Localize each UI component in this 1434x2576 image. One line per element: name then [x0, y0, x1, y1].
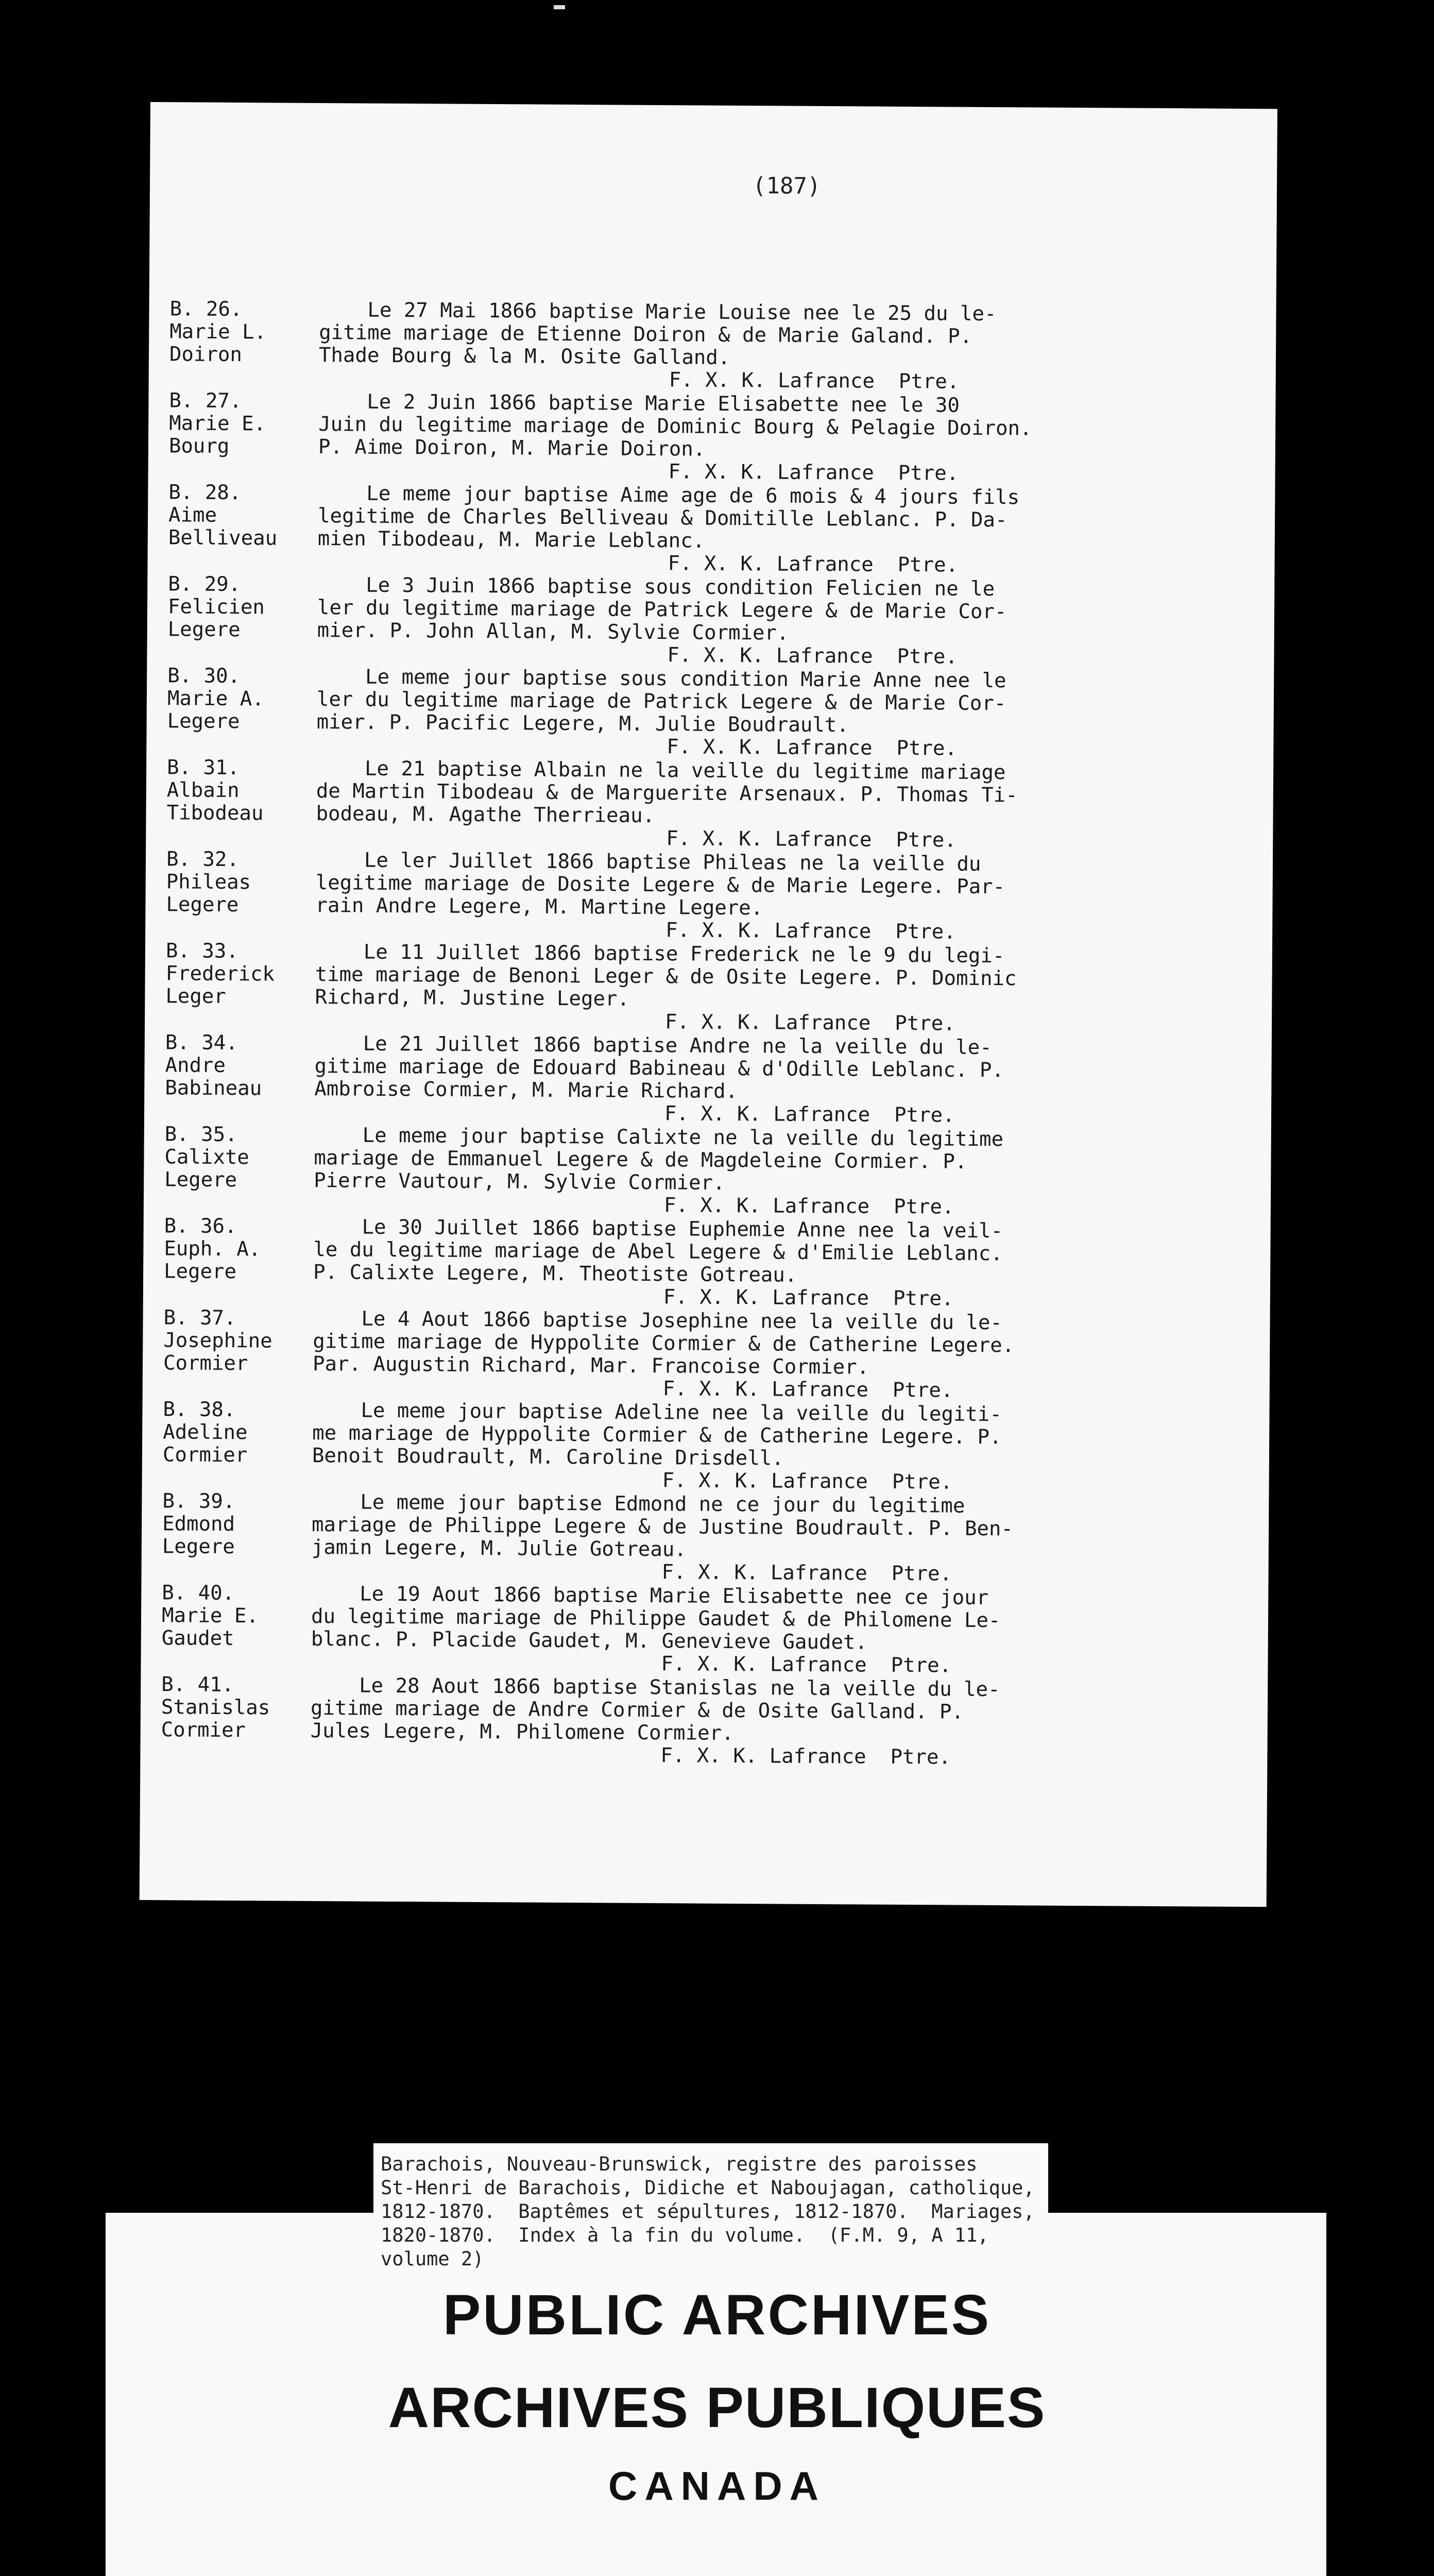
stamp-line-1: PUBLIC ARCHIVES: [442, 2283, 992, 2347]
entry-text: Le 30 Juillet 1866 baptise Euphemie Anne nee la veil- le du legitime mariage de Abel Legere & d'Emilie Leblanc. P. Calixte Legere, M. Theotiste Gotreau.: [313, 1215, 1003, 1287]
entry-text: Le 21 Juillet 1866 baptise Andre ne la veille du le- gitime mariage de Edouard Babineau & d'Odille Leblanc. P. Ambroise Cormier, M. Marie Richard.: [314, 1031, 1004, 1103]
entry-margin-note: B. 28. Aime Belliveau: [168, 481, 278, 550]
top-mark: [554, 5, 565, 9]
entry-margin-note: B. 32. Phileas Legere: [166, 848, 251, 917]
entry-text: Le 11 Juillet 1866 baptise Frederick ne le 9 du legi- time mariage de Benoni Leger & de Osite Legere. P. Dominic Richard, M. Justine Leger.: [315, 940, 1017, 1011]
entry-text: Le 3 Juin 1866 baptise sous condition Felicien ne le ler du legitime mariage de Patrick Legere & de Marie Cor- mier. P. John Allan, M. Sylvie Cormier.: [317, 573, 1007, 645]
entry-margin-note: B. 26. Marie L. Doiron: [169, 297, 267, 367]
entry-text: Le meme jour baptise Calixte ne la veille du legitime mariage de Emmanuel Legere & de Magdeleine Cormier. P. Pierre Vautour, M. Sylvie Cormier.: [314, 1123, 1004, 1195]
entry-signature: F. X. K. Lafrance Ptre.: [663, 1194, 954, 1219]
entry-signature: F. X. K. Lafrance Ptre.: [664, 1010, 955, 1036]
entry-margin-note: B. 27. Marie E. Bourg: [168, 389, 266, 458]
entry-text: Le meme jour baptise Adeline nee la veille du legiti- me mariage de Hyppolite Cormier & de Catherine Legere. P. Benoit Boudrault, M. Caroline Drisdell.: [312, 1398, 1002, 1470]
entry-signature: F. X. K. Lafrance Ptre.: [667, 643, 958, 669]
entry-signature: F. X. K. Lafrance Ptre.: [662, 1469, 953, 1494]
entry-text: Le meme jour baptise Aime age de 6 mois & 4 jours fils legitime de Charles Belliveau & Domitille Leblanc. P. Da- mien Tibodeau, M. Marie Leblanc.: [317, 482, 1020, 553]
entry-text: Le 4 Aout 1866 baptise Josephine nee la veille du le- gitime mariage de Hyppolite Cormier & de Catherine Legere. Par. Augustin Richard, Mar. Francoise Cormier.: [312, 1307, 1015, 1379]
entry-margin-note: B. 37. Josephine Cormier: [163, 1306, 272, 1376]
entry-text: Le meme jour baptise sous condition Marie Anne nee le ler du legitime mariage de Patrick Legere & de Marie Cor- mier. P. Pacific Legere, M. Julie Boudrault.: [316, 665, 1006, 737]
entry-text: Le 2 Juin 1866 baptise Marie Elisabette nee le 30 Juin du legitime mariage de Dominic Bourg & Pelagie Doiron. P. Aime Doiron, M. Marie Doiron.: [318, 390, 1032, 461]
entry-signature: F. X. K. Lafrance Ptre.: [669, 368, 960, 394]
entry-signature: F. X. K. Lafrance Ptre.: [668, 552, 959, 577]
entry-text: Le 19 Aout 1866 baptise Marie Elisabette nee ce jour du legitime mariage de Philippe Gaudet & de Philomene Le- blanc. P. Placide Gaudet, M. Genevieve Gaudet.: [311, 1582, 1001, 1654]
entry-margin-note: B. 29. Felicien Legere: [167, 572, 265, 642]
entry-signature: F. X. K. Lafrance Ptre.: [668, 460, 959, 485]
entry-signature: F. X. K. Lafrance Ptre.: [660, 1744, 951, 1769]
stamp-line-2: ARCHIVES PUBLIQUES: [388, 2376, 1046, 2439]
entry-text: Le 21 baptise Albain ne la veille du legitime mariage de Martin Tibodeau & de Marguerite Arsenaux. P. Thomas Ti- bodeau, M. Agathe Therrieau.: [316, 756, 1018, 828]
page-number: (187): [752, 173, 821, 199]
entry-margin-note: B. 41. Stanislas Cormier: [161, 1673, 270, 1742]
entry-signature: F. X. K. Lafrance Ptre.: [666, 827, 957, 852]
entry-margin-note: B. 34. Andre Babineau: [165, 1031, 262, 1100]
entry-text: Le meme jour baptise Edmond ne ce jour du legitime mariage de Philippe Legere & de Justine Boudrault. P. Ben- jamin Legere, M. Julie Gotreau.: [311, 1490, 1014, 1562]
entry-signature: F. X. K. Lafrance Ptre.: [667, 735, 958, 760]
entry-margin-note: B. 40. Marie E. Gaudet: [161, 1581, 259, 1651]
entry-signature: F. X. K. Lafrance Ptre.: [661, 1652, 952, 1677]
baptism-entry: [149, 297, 1276, 394]
entry-margin-note: B. 35. Calixte Legere: [164, 1123, 250, 1192]
entry-text: Le 27 Mai 1866 baptise Marie Louise nee le 25 du le- gitime mariage de Etienne Doiron & de Marie Galand. P. Thade Bourg & la M. Osite Galland.: [318, 298, 997, 369]
register-page: [140, 102, 1277, 1907]
entry-text: Le ler Juillet 1866 baptise Phileas ne la veille du legitime mariage de Dosite Legere & de Marie Legere. Par- rain Andre Legere, M. Martine Legere.: [315, 848, 1005, 920]
baptism-entries: [149, 297, 1276, 1769]
entry-signature: F. X. K. Lafrance Ptre.: [662, 1377, 953, 1402]
stamp-line-3: CANADA: [608, 2463, 826, 2509]
entry-margin-note: B. 39. Edmond Legere: [162, 1489, 235, 1559]
entry-signature: F. X. K. Lafrance Ptre.: [661, 1561, 952, 1586]
entry-margin-note: B. 30. Marie A. Legere: [167, 664, 264, 734]
entry-margin-note: B. 33. Frederick Leger: [165, 939, 275, 1008]
entry-signature: F. X. K. Lafrance Ptre.: [664, 1102, 955, 1127]
entry-text: Le 28 Aout 1866 baptise Stanislas ne la veille du le- gitime mariage de Andre Cormier & de Osite Galland. P. Jules Legere, M. Philomene Cormier.: [310, 1673, 1000, 1745]
entry-margin-note: B. 36. Euph. A. Legere: [163, 1214, 261, 1284]
entry-signature: F. X. K. Lafrance Ptre.: [663, 1285, 954, 1311]
catalog-label: Barachois, Nouveau-Brunswick, registre des paroisses St-Henri de Barachois, Didiche et Naboujagan, catholique, 1812-1870. Baptêmes et sépultures, 1812-1870. Mariages, 1820-1870. Index à la fin du volume. (F.M. 9, A 11, volume 2): [373, 2143, 1048, 2324]
entry-margin-note: B. 31. Albain Tibodeau: [166, 756, 264, 825]
entry-signature: F. X. K. Lafrance Ptre.: [665, 919, 956, 944]
entry-margin-note: B. 38. Adeline Cormier: [162, 1398, 248, 1467]
